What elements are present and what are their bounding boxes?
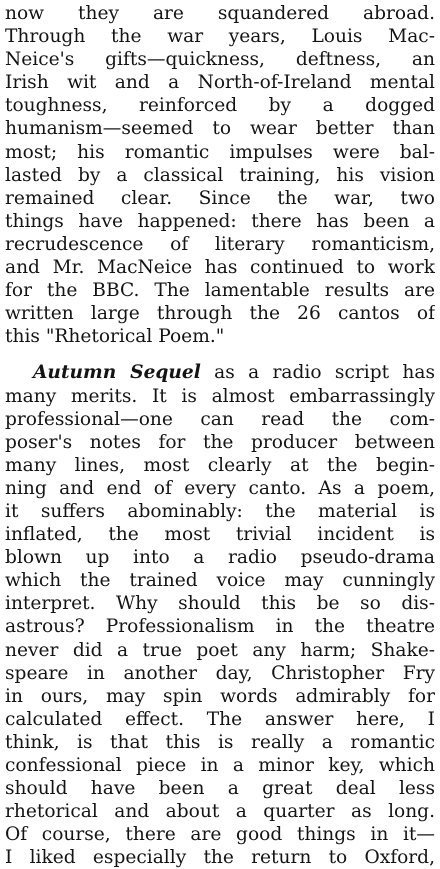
text-line: think, is that this is really a romantic <box>5 731 435 753</box>
text-line: ning and end of every canto. As a poem, <box>5 477 435 499</box>
text-line: humanism—seemed to wear better than <box>5 118 435 140</box>
text-line: poser's notes for the producer between <box>5 431 435 453</box>
text-line: blown up into a radio pseudo-drama <box>5 547 435 569</box>
text-line: interpret. Why should this be so dis- <box>5 593 435 615</box>
text-line: many merits. It is almost embarrassingly <box>5 385 435 407</box>
text-line: never did a true poet any harm; Shake- <box>5 639 435 661</box>
article-column <box>5 2 435 869</box>
text-line: Irish wit and a North-of-Ireland mental <box>5 72 435 94</box>
text-line <box>5 361 435 384</box>
text-line-rest: as a radio script has <box>200 362 435 384</box>
text-line: for the BBC. The lamentable results are <box>5 280 435 302</box>
paragraph-2 <box>5 361 435 869</box>
text-line: I liked especially the return to Oxford, <box>5 847 435 869</box>
text-line: toughness, reinforced by a dogged <box>5 95 435 117</box>
text-line: rhetorical and about a quarter as long. <box>5 801 435 823</box>
text-line: it suffers abominably: the material is <box>5 500 435 522</box>
text-line: inflated, the most trivial incident is <box>5 524 435 546</box>
text-line: recrudescence of literary romanticism, <box>5 233 435 255</box>
text-line: calculated effect. The answer here, I <box>5 708 435 730</box>
paragraph-gap <box>5 348 435 361</box>
text-line: things have happened: there has been a <box>5 210 435 232</box>
text-line: should have been a great deal less <box>5 778 435 800</box>
text-line: which the trained voice may cunningly <box>5 570 435 592</box>
text-line: this "Rhetorical Poem." <box>5 326 225 348</box>
book-title: Autumn Sequel <box>33 362 201 384</box>
text-line: Of course, there are good things in it— <box>5 824 435 846</box>
text-line: speare in another day, Christopher Fry <box>5 662 435 684</box>
text-line: now they are squandered abroad. <box>5 3 435 24</box>
text-line: remained clear. Since the war, two <box>5 187 435 209</box>
text-line: Neice's gifts—quickness, deftness, an <box>5 49 435 71</box>
text-line: astrous? Professionalism in the theatre <box>5 616 435 638</box>
text-line: confessional piece in a minor key, which <box>5 755 435 776</box>
paragraph-1 <box>5 2 435 348</box>
text-line: in ours, may spin words admirably for <box>5 685 435 707</box>
text-line: lasted by a classical training, his vision <box>5 164 435 186</box>
text-line: professional—one can read the com- <box>5 408 435 430</box>
text-line: written large through the 26 cantos of <box>5 303 435 325</box>
text-line: Through the war years, Louis Mac- <box>5 26 435 48</box>
text-line: and Mr. MacNeice has continued to work <box>5 257 435 279</box>
text-line: many lines, most clearly at the begin- <box>5 454 435 476</box>
text-line: most; his romantic impulses were bal- <box>5 141 435 163</box>
